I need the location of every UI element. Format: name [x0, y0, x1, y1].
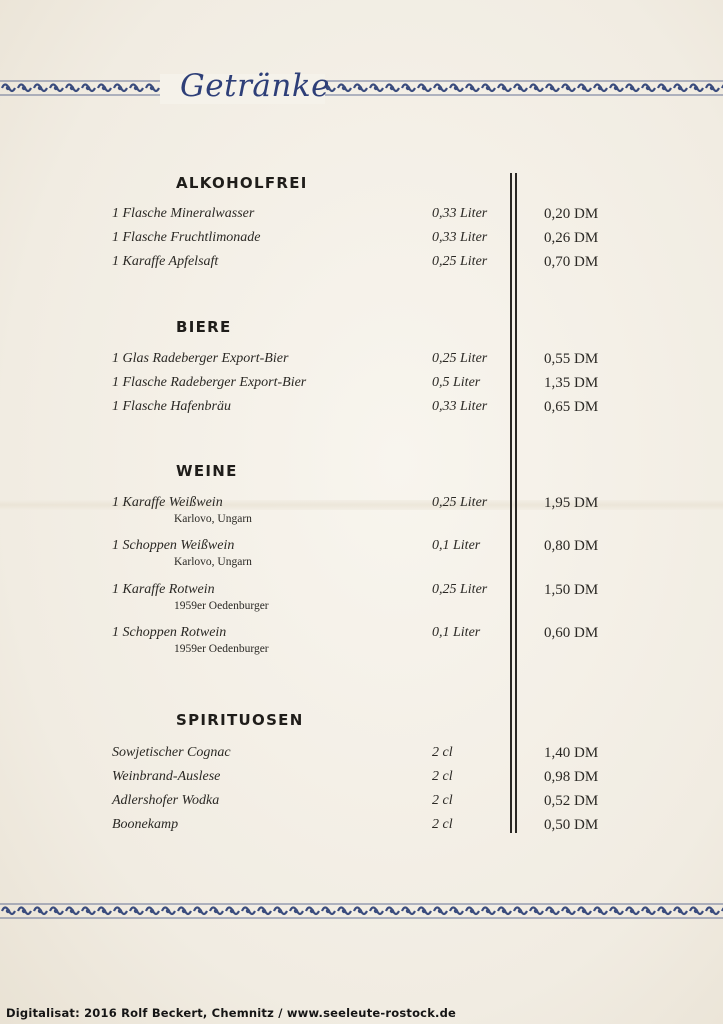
item-name: 1 Karaffe Weißwein	[112, 495, 223, 510]
item-price: 0,20 DM	[544, 206, 599, 222]
item-price: 0,98 DM	[544, 769, 599, 785]
menu-row	[0, 793, 723, 813]
item-quantity: 0,1 Liter	[432, 538, 481, 553]
section-heading-spirituosen: SPIRITUOSEN	[176, 711, 304, 729]
menu-row	[0, 254, 723, 274]
item-price: 0,70 DM	[544, 254, 599, 270]
item-quantity: 0,25 Liter	[432, 495, 488, 510]
item-price: 1,35 DM	[544, 375, 599, 391]
section-heading-biere: BIERE	[176, 318, 232, 336]
digitization-credit: Digitalisat: 2016 Rolf Beckert, Chemnitz / www.seeleute-rostock.de	[6, 1006, 457, 1020]
item-quantity: 2 cl	[432, 769, 453, 784]
item-quantity: 0,1 Liter	[432, 625, 481, 640]
item-price: 0,65 DM	[544, 399, 599, 415]
item-price: 0,26 DM	[544, 230, 599, 246]
item-name: 1 Karaffe Rotwein	[112, 582, 215, 597]
item-quantity: 2 cl	[432, 817, 453, 832]
item-name: 1 Glas Radeberger Export-Bier	[112, 351, 289, 366]
item-name: 1 Flasche Fruchtlimonade	[112, 230, 261, 245]
item-quantity: 0,25 Liter	[432, 582, 488, 597]
item-price: 0,52 DM	[544, 793, 599, 809]
item-price: 0,50 DM	[544, 817, 599, 833]
menu-row	[0, 230, 723, 250]
menu-row	[0, 625, 723, 655]
item-price: 1,50 DM	[544, 582, 599, 598]
menu-row	[0, 206, 723, 226]
item-quantity: 0,33 Liter	[432, 399, 488, 414]
item-name: 1 Schoppen Weißwein	[112, 538, 235, 553]
menu-row	[0, 817, 723, 837]
menu-row	[0, 582, 723, 612]
item-price: 1,95 DM	[544, 495, 599, 511]
item-quantity: 0,5 Liter	[432, 375, 481, 390]
item-origin: Karlovo, Ungarn	[174, 556, 252, 568]
bottom-ornament-border	[0, 900, 723, 922]
item-name: Boonekamp	[112, 817, 179, 832]
item-price: 0,55 DM	[544, 351, 599, 367]
item-origin: Karlovo, Ungarn	[174, 513, 252, 525]
menu-row	[0, 399, 723, 419]
section-heading-weine: WEINE	[176, 462, 238, 480]
item-origin: 1959er Oedenburger	[174, 600, 269, 612]
menu-row	[0, 538, 723, 568]
top-ornament-border	[0, 77, 723, 99]
item-quantity: 2 cl	[432, 745, 453, 760]
menu-row	[0, 769, 723, 789]
item-quantity: 0,33 Liter	[432, 230, 488, 245]
item-quantity: 0,33 Liter	[432, 206, 488, 221]
item-name: 1 Flasche Hafenbräu	[112, 399, 231, 414]
menu-row	[0, 495, 723, 525]
item-name: 1 Karaffe Apfelsaft	[112, 254, 219, 269]
menu-row	[0, 745, 723, 765]
item-name: Sowjetischer Cognac	[112, 745, 231, 760]
item-name: 1 Schoppen Rotwein	[112, 625, 227, 640]
item-price: 0,60 DM	[544, 625, 599, 641]
menu-row	[0, 351, 723, 371]
item-price: 1,40 DM	[544, 745, 599, 761]
item-name: 1 Flasche Mineralwasser	[112, 206, 255, 221]
item-quantity: 2 cl	[432, 793, 453, 808]
menu-row	[0, 375, 723, 395]
section-heading-alkoholfrei: ALKOHOLFREI	[176, 174, 308, 192]
item-name: Adlershofer Wodka	[112, 793, 220, 808]
page-title: Getränke	[180, 68, 330, 104]
item-price: 0,80 DM	[544, 538, 599, 554]
item-origin: 1959er Oedenburger	[174, 643, 269, 655]
item-name: 1 Flasche Radeberger Export-Bier	[112, 375, 307, 390]
item-name: Weinbrand-Auslese	[112, 769, 221, 784]
item-quantity: 0,25 Liter	[432, 254, 488, 269]
item-quantity: 0,25 Liter	[432, 351, 488, 366]
